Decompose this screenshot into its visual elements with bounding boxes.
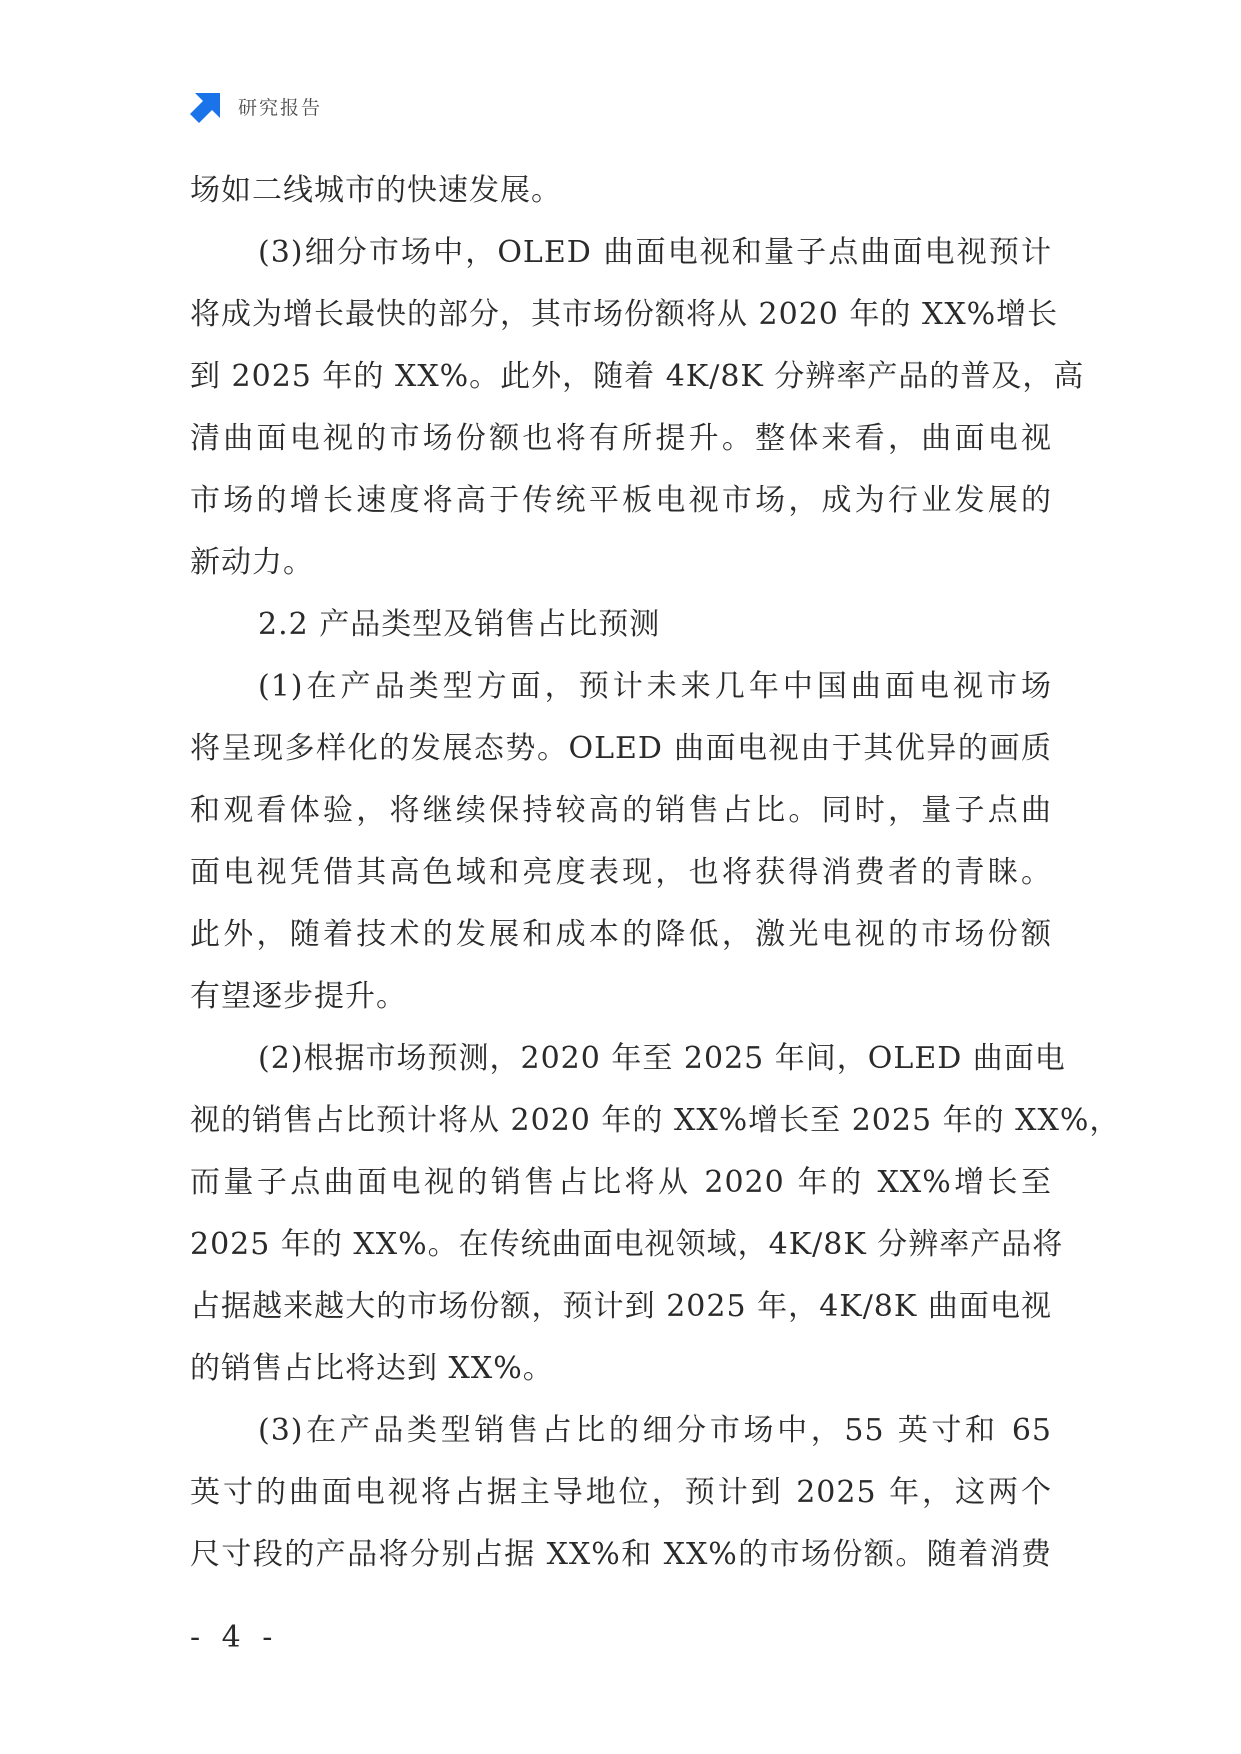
text-line: 面电视凭借其高色域和亮度表现，也将获得消费者的青睐。 [190,855,1052,890]
text-line: (1)在产品类型方面，预计未来几年中国曲面电视市场 [258,669,1052,704]
text-line: 市场的增长速度将高于传统平板电视市场，成为行业发展的 [190,483,1052,518]
text-line: 视的销售占比预计将从 2020 年的 XX%增长至 2025 年的 XX%， [190,1103,1121,1138]
text-line: (3)细分市场中，OLED 曲面电视和量子点曲面电视预计 [258,235,1052,270]
text-line: 清曲面电视的市场份额也将有所提升。整体来看，曲面电视 [190,421,1052,456]
text-line: 新动力。 [190,545,314,580]
header-title: 研究报告 [238,96,323,119]
text-line: 英寸的曲面电视将占据主导地位，预计到 2025 年，这两个 [190,1475,1052,1510]
text-line: 尺寸段的产品将分别占据 XX%和 XX%的市场份额。随着消费 [190,1537,1052,1572]
arrow-up-right-icon [190,89,224,123]
document-body [190,160,1121,1586]
text-line: 2.2 产品类型及销售占比预测 [258,607,661,642]
page-number: - 4 - [190,1620,279,1655]
text-line: (2)根据市场预测，2020 年至 2025 年间，OLED 曲面电 [258,1041,1066,1076]
text-line: 而量子点曲面电视的销售占比将从 2020 年的 XX%增长至 [190,1165,1052,1200]
page-header [190,88,322,124]
text-line: 有望逐步提升。 [190,979,407,1014]
text-line: 场如二线城市的快速发展。 [190,173,562,208]
text-line: 2025 年的 XX%。在传统曲面电视领域，4K/8K 分辨率产品将 [190,1227,1064,1262]
text-line: 的销售占比将达到 XX%。 [190,1351,554,1386]
text-line: 将成为增长最快的部分，其市场份额将从 2020 年的 XX%增长 [190,297,1059,332]
text-line: 占据越来越大的市场份额，预计到 2025 年，4K/8K 曲面电视 [190,1289,1052,1324]
text-line: 此外，随着技术的发展和成本的降低，激光电视的市场份额 [190,917,1052,952]
text-line: (3)在产品类型销售占比的细分市场中，55 英寸和 65 [258,1413,1052,1448]
text-line: 到 2025 年的 XX%。此外，随着 4K/8K 分辨率产品的普及，高 [190,359,1085,394]
text-line: 将呈现多样化的发展态势。OLED 曲面电视由于其优异的画质 [190,731,1052,766]
text-line: 和观看体验，将继续保持较高的销售占比。同时，量子点曲 [190,793,1052,828]
